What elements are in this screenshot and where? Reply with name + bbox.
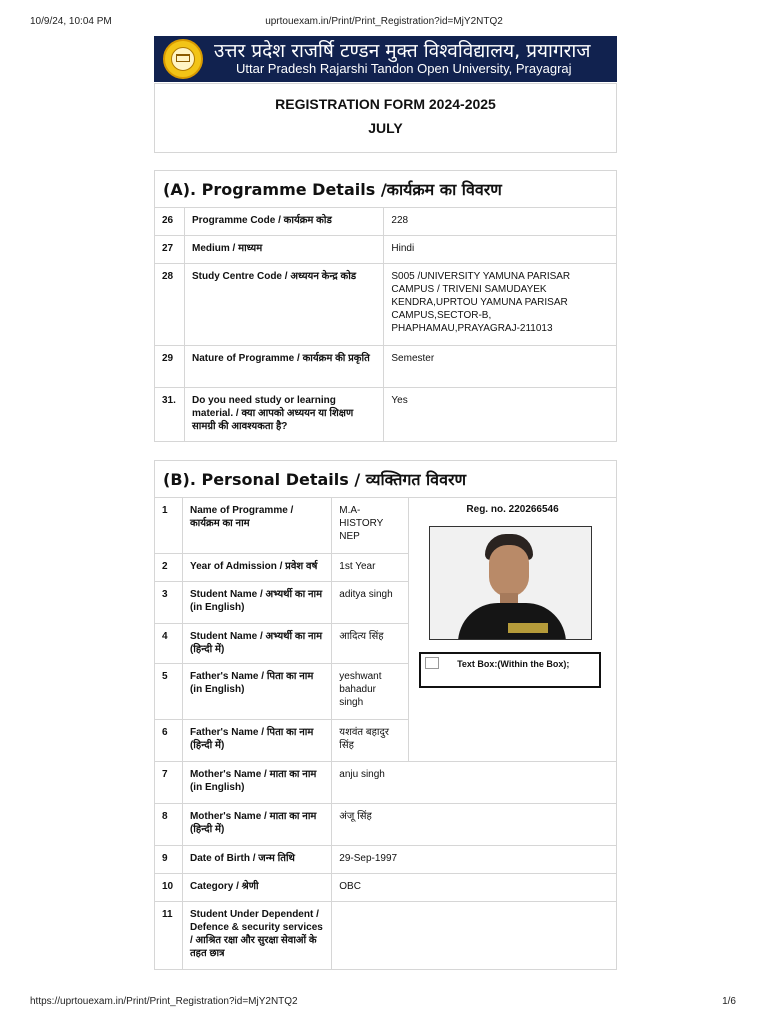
section-a-header [154,170,617,208]
row-number: 4 [155,624,183,664]
field-label: Nature of Programme / कार्यक्रम की प्रकृति [184,346,383,388]
photo-cell [409,498,617,762]
row-number: 9 [155,846,183,874]
field-label: Student Name / अभ्यर्थी का नाम (in English) [182,582,331,624]
study-centre-value: S005 /UNIVERSITY YAMUNA PARISAR CAMPUS / TRIVENI SAMUDAYEK KENDRA,UPRTOU YAMUNA PARISAR CAMPUS,SECTOR-B, PHAPHAMAU,PRAYAGRAJ-211013 [384,264,617,346]
row-number: 3 [155,582,183,624]
print-timestamp: 10/9/24, 10:04 PM [30,16,112,27]
study-material-value: Yes [384,388,617,442]
signature-text-box [419,652,601,688]
text-box-label: Text Box:(Within the Box); [457,659,570,669]
field-label: Mother's Name / माता का नाम (in English) [182,762,331,804]
registration-number: Reg. no. 220266546 [466,504,559,515]
student-name-english-value: aditya singh [332,582,409,624]
university-logo-icon [163,39,203,79]
mother-name-hindi-value: अंजू सिंह [332,804,617,846]
section-b-header [154,460,617,498]
row-number: 7 [155,762,183,804]
row-number: 26 [155,208,185,236]
field-label: Year of Admission / प्रवेश वर्ष [182,554,331,582]
field-label: Father's Name / पिता का नाम (in English) [182,664,331,720]
table-row [155,208,617,236]
field-label: Do you need study or learning material. / क्या आपको अध्ययन या शिक्षण सामग्री की आवश्यकता है? [184,388,383,442]
university-banner [154,36,617,82]
row-number: 11 [155,902,183,970]
field-label: Mother's Name / माता का नाम (हिन्दी में) [182,804,331,846]
row-number: 5 [155,664,183,720]
university-name-english: Uttar Pradesh Rajarshi Tandon Open University, Prayagraj [236,61,572,76]
field-label: Name of Programme / कार्यक्रम का नाम [182,498,331,554]
broken-image-icon [425,657,439,669]
category-value: OBC [332,874,617,902]
print-footer [0,996,768,1010]
section-b-title: (B). Personal Details / व्यक्तिगत विवरण [163,470,467,489]
dependent-defence-value [332,902,617,970]
field-label: Student Name / अभ्यर्थी का नाम (हिन्दी में) [182,624,331,664]
table-row [155,346,617,388]
date-of-birth-value: 29-Sep-1997 [332,846,617,874]
row-number: 8 [155,804,183,846]
row-number: 1 [155,498,183,554]
row-number: 2 [155,554,183,582]
medium-value: Hindi [384,236,617,264]
programme-name-value: M.A-HISTORY NEP [332,498,409,554]
form-session: JULY [368,120,403,136]
table-row [155,874,617,902]
row-number: 6 [155,720,183,762]
university-name-hindi: उत्तर प्रदेश राजर्षि टण्डन मुक्त विश्वविद्यालय, प्रयागराज [214,40,591,62]
programme-code-value: 228 [384,208,617,236]
field-label: Student Under Dependent / Defence & security services / आश्रित रक्षा और सुरक्षा सेवाओं के तहत छात्र [182,902,331,970]
row-number: 29 [155,346,185,388]
row-number: 10 [155,874,183,902]
programme-details-table [154,207,617,442]
print-url-footer: https://uprtouexam.in/Print/Print_Registration?id=MjY2NTQ2 [30,996,298,1007]
table-row [155,804,617,846]
table-row [155,264,617,346]
field-label: Category / श्रेणी [182,874,331,902]
field-label: Date of Birth / जन्म तिथि [182,846,331,874]
table-row [155,498,617,554]
table-row [155,902,617,970]
field-label: Father's Name / पिता का नाम (हिन्दी में) [182,720,331,762]
personal-details-table [154,497,617,970]
form-title-box [154,83,617,153]
student-name-hindi-value: आदित्य सिंह [332,624,409,664]
row-number: 27 [155,236,185,264]
print-header [0,16,768,30]
table-row [155,846,617,874]
row-number: 31. [155,388,185,442]
table-row [155,762,617,804]
mother-name-english-value: anju singh [332,762,617,804]
field-label: Study Centre Code / अध्ययन केन्द्र कोड [184,264,383,346]
table-row [155,236,617,264]
student-photo [429,526,592,640]
row-number: 28 [155,264,185,346]
page-number: 1/6 [722,996,736,1007]
print-url-header: uprtouexam.in/Print/Print_Registration?id=MjY2NTQ2 [265,16,503,27]
father-name-hindi-value: यशवंत बहादुर सिंह [332,720,409,762]
programme-nature-value: Semester [384,346,617,388]
year-of-admission-value: 1st Year [332,554,409,582]
section-a-title: (A). Programme Details /कार्यक्रम का विवरण [163,180,502,199]
field-label: Medium / माध्यम [184,236,383,264]
field-label: Programme Code / कार्यक्रम कोड [184,208,383,236]
form-title: REGISTRATION FORM 2024-2025 [275,96,496,112]
table-row [155,388,617,442]
father-name-english-value: yeshwant bahadur singh [332,664,409,720]
